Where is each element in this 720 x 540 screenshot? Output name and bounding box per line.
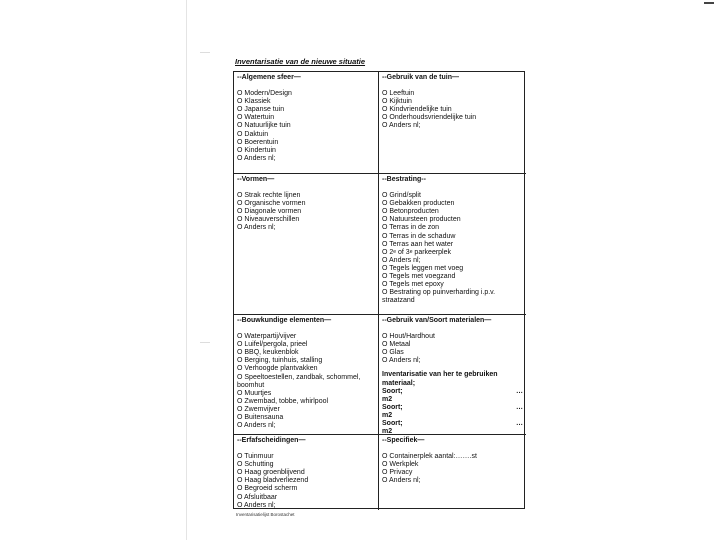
section-header: --Algemene sfeer— [237, 74, 301, 81]
checkbox-option[interactable]: O Schutting [237, 461, 274, 469]
section-gebruik-tuin [379, 72, 526, 174]
checkbox-option[interactable]: O Containerplek aantal:…….st [382, 453, 477, 461]
checkbox-option[interactable]: O Daktuin [237, 130, 269, 138]
checkbox-option[interactable]: O Waterpartij/vijver [237, 333, 297, 341]
checkbox-option[interactable]: O Anders nl; [382, 122, 421, 130]
dots: … [516, 403, 523, 411]
section-algemene-sfeer [234, 72, 379, 174]
checkbox-option[interactable]: O Kindertuin [237, 146, 276, 154]
checkbox-option[interactable]: O Anders nl; [382, 477, 421, 485]
m2-label: m2 [382, 411, 393, 419]
checkbox-option[interactable]: O Tegels leggen met voeg [382, 264, 464, 272]
checkbox-option[interactable]: O Glas [382, 349, 404, 357]
checkbox-option[interactable]: O Tegels met epoxy [382, 281, 444, 289]
checkbox-option[interactable]: O Speeltoestellen, zandbak, schommel, boomhut [237, 373, 361, 389]
page-footer: Inventarisatielijst Borostachet [236, 512, 295, 517]
checkbox-option[interactable]: O Zwembad, tobbe, whirlpool [237, 397, 329, 405]
section-bouwkundige-elementen [234, 315, 379, 435]
section-header: --Bouwkundige elementen— [237, 317, 332, 324]
section-header: --Vormen— [237, 176, 275, 183]
checkbox-option[interactable]: O Klassiek [237, 98, 271, 106]
checkbox-option[interactable]: O Onderhoudsvriendelijke tuin [382, 114, 477, 122]
checkbox-option[interactable]: O Anders nl; [382, 357, 421, 365]
m2-label: m2 [382, 428, 393, 435]
checkbox-option[interactable]: O Anders nl; [237, 501, 276, 509]
section-header: --Gebruik van/Soort materialen— [382, 317, 492, 324]
section-header: --Bestrating-- [382, 176, 426, 183]
checkbox-option[interactable]: O Japanse tuin [237, 106, 285, 114]
section-header: --Specifiek— [382, 437, 425, 444]
soort-label: Soort; [382, 403, 403, 411]
checkbox-option[interactable]: O Diagonale vormen [237, 208, 302, 216]
checkbox-option[interactable]: O Natuurlijke tuin [237, 122, 291, 130]
checkbox-option[interactable]: O Werkplek [382, 461, 419, 469]
section-bestrating [379, 174, 526, 315]
inventory-table [233, 71, 525, 509]
checkbox-option[interactable]: O Bestrating op puinverharding i.p.v. straatzand [382, 289, 496, 305]
section-erfafscheidingen [234, 435, 379, 510]
scan-mark [704, 2, 714, 4]
checkbox-option[interactable]: O Anders nl; [237, 224, 276, 232]
margin-mark [200, 52, 210, 53]
checkbox-option[interactable]: O Anders nl; [237, 154, 276, 162]
checkbox-option[interactable]: O Berging, tuinhuis, stalling [237, 357, 323, 365]
checkbox-option[interactable]: O Hout/Hardhout [382, 333, 435, 341]
checkbox-option[interactable]: O Organische vormen [237, 200, 306, 208]
checkbox-option[interactable]: O Terras in de schaduw [382, 232, 456, 240]
checkbox-option[interactable]: O Haag groenblijvend [237, 469, 305, 477]
checkbox-option[interactable]: O Buitensauna [237, 414, 284, 422]
section-header: --Erfafscheidingen— [237, 437, 306, 444]
checkbox-option[interactable]: O Watertuin [237, 114, 275, 122]
parkeer-of: of 3 [396, 248, 410, 256]
soort-field[interactable] [382, 420, 523, 428]
checkbox-option[interactable]: O Kindvriendelijke tuin [382, 106, 452, 114]
soort-field[interactable] [382, 388, 523, 396]
checkbox-option[interactable]: O Afsluitbaar [237, 493, 278, 501]
checkbox-option[interactable]: O Anders nl; [382, 256, 421, 264]
checkbox-option[interactable]: O BBQ, keukenblok [237, 349, 299, 357]
ordinal-suffix: e [393, 248, 397, 255]
soort-label: Soort; [382, 387, 403, 395]
checkbox-option[interactable]: O Privacy [382, 469, 413, 477]
checkbox-option[interactable]: O Gebakken producten [382, 200, 455, 208]
dots: … [516, 387, 523, 395]
ordinal-suffix: e [409, 248, 413, 255]
checkbox-option[interactable]: O Betonproducten [382, 208, 439, 216]
section-header: --Gebruik van de tuin— [382, 74, 460, 81]
checkbox-option[interactable]: O Terras aan het water [382, 240, 454, 248]
checkbox-option-parkeerplek[interactable] [382, 249, 523, 257]
parkeer-o: O 2 [382, 248, 394, 256]
checkbox-option[interactable]: O Haag bladverliezend [237, 477, 309, 485]
checkbox-option[interactable]: O Tuinmuur [237, 453, 274, 461]
checkbox-option[interactable]: O Muurtjes [237, 389, 272, 397]
checkbox-option[interactable]: O Boerentuin [237, 138, 279, 146]
checkbox-option[interactable]: O Tegels met voegzand [382, 273, 456, 281]
checkbox-option[interactable]: O Luifel/pergola, prieel [237, 341, 308, 349]
checkbox-option[interactable]: O Begroeid scherm [237, 485, 298, 493]
checkbox-option[interactable]: O Strak rechte lijnen [237, 192, 301, 200]
soort-label: Soort; [382, 420, 403, 428]
checkbox-option[interactable]: O Modern/Design [237, 90, 292, 98]
checkbox-option[interactable]: O Niveauverschillen [237, 216, 300, 224]
checkbox-option[interactable]: O Kijktuin [382, 98, 412, 106]
inventory-title: Inventarisatie van her te gebruiken materiaal; [382, 371, 498, 387]
checkbox-option[interactable]: O Metaal [382, 341, 411, 349]
parkeer-rest: parkeerplek [412, 248, 452, 256]
checkbox-option[interactable]: O Terras in de zon [382, 224, 440, 232]
page-edge [186, 0, 187, 540]
checkbox-option[interactable]: O Natuursteen producten [382, 216, 461, 224]
checkbox-option[interactable]: O Leeftuin [382, 90, 415, 98]
checkbox-option[interactable]: O Verhoogde plantvakken [237, 365, 318, 373]
section-materialen [379, 315, 526, 435]
checkbox-option[interactable]: O Zwemvijver [237, 405, 280, 413]
m2-label: m2 [382, 395, 393, 403]
checkbox-option[interactable]: O Grind/split [382, 192, 421, 200]
page-title: Inventarisatie van de nieuwe situatie [235, 57, 366, 66]
dots: … [516, 420, 523, 428]
soort-field[interactable] [382, 404, 523, 412]
margin-mark [200, 342, 210, 343]
checkbox-option[interactable]: O Anders nl; [237, 422, 276, 430]
section-vormen [234, 174, 379, 315]
section-specifiek [379, 435, 526, 510]
